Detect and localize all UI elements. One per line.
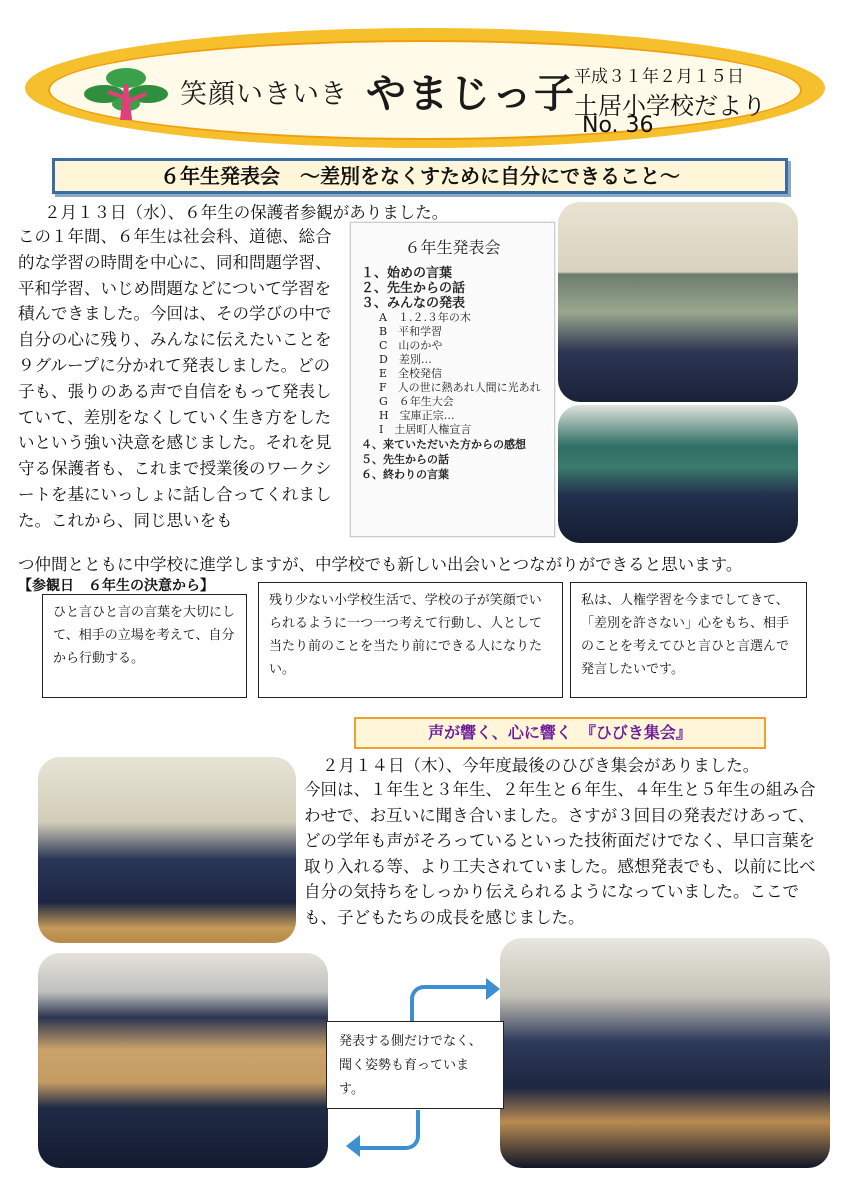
caption-note: 発表する側だけでなく、聞く姿勢も育っています。 [326, 1021, 504, 1109]
newsletter-title: やまじっ子 [366, 71, 576, 117]
resolution-card: 私は、人権学習を今までしてきて、「差別を許さない」心をもち、相手のことを考えてひと言ひと言選んで発言したいです。 [570, 582, 807, 698]
issue-number: No. 36 [582, 113, 654, 138]
section-lead-text: ２月１３日（水）、６年生の保護者参観がありました。 [44, 203, 449, 222]
poster-item: ３、みんなの発表 [361, 296, 466, 311]
issue-date: 平成３１年２月１５日 [574, 67, 744, 87]
poster-group: B 平和学習 [379, 325, 443, 338]
classroom-presentation-photo [558, 202, 798, 402]
poster-title: ６年生発表会 [404, 238, 501, 257]
poster-group: I 土居町人権宣言 [379, 423, 472, 436]
poster-group: E 全校発信 [379, 367, 443, 380]
section-lead-text: ２月１４日（木）、今年度最後のひびき集会がありました。 [322, 756, 760, 775]
poster-group: F 人の世に熱あれ人間に光あれ [379, 381, 541, 394]
poster-group: G ６年生大会 [379, 395, 454, 408]
section-body-text: この１年間、６年生は社会科、道徳、総合的な学習の時間を中心に、同和問題学習、平和学習、いじめ問題などについて学習を積んできました。今回は、その学びの中で自分の心に残り、みんなに伝えたいことを９グループに分かれて発表しました。どの子も、張りのある声で自信をもって発表していて、差別をなくしていく生き方をしたいという強い決意を感じました。それを見守る保護者も、これまで授業後のワークシートを基にいっしょに話し合ってくれました。これから、同じ思いをも [18, 227, 332, 530]
poster-group: C 山のかや [379, 339, 443, 352]
section-body-text: 今回は、１年生と３年生、２年生と６年生、４年生と５年生の組み合わせで、お互いに聞き合いました。さすが３回目の発表だけあって、どの学年も声がそろっているといった技術面だけでなく、早口言葉を取り入れる等、より工夫されていました。感想発表でも、以前に比べ自分の気持ちをしっかり伝えられるようになっていました。ここでも、子どもたちの成長を感じました。 [304, 780, 816, 927]
resolutions-label: 【参観日 ６年生の決意から】 [18, 578, 214, 594]
arrowhead-left-icon [346, 1135, 360, 1157]
poster-item: ６、終わりの言葉 [361, 468, 449, 481]
poster-group: A １.２.３年の木 [379, 311, 471, 324]
newsletter-title-prefix: 笑顔いきいき [180, 79, 348, 110]
resolution-card: 残り少ない小学校生活で、学校の子が笑顔でいられるように一つ一つ考えて行動し、人として当たり前のことを当たり前にできる人になりたい。 [258, 582, 563, 698]
poster-item: １、始めの言葉 [361, 266, 453, 281]
assembly-hall-photo [38, 953, 328, 1168]
arrow-left-icon [360, 1110, 420, 1150]
student-speaking-photo [558, 405, 798, 543]
poster-item: ５、先生からの話 [361, 453, 449, 466]
school-newsletter-name: 土居小学校だより [574, 92, 766, 120]
student-standing-photo [38, 757, 296, 943]
arrowhead-right-icon [486, 978, 500, 1000]
pine-tree-icon [80, 58, 172, 124]
resolution-card: ひと言ひと言の言葉を大切にして、相手の立場を考えて、自分から行動する。 [42, 594, 247, 698]
section-title-hibiki: 声が響く、心に響く 『ひびき集会』 [354, 717, 766, 749]
program-poster-photo [350, 222, 555, 537]
seated-audience-photo [500, 938, 830, 1168]
poster-group: D 差別… [379, 353, 432, 366]
poster-item: ４、来ていただいた方からの感想 [361, 438, 526, 451]
section-title-presentation: ６年生発表会 ～差別をなくすために自分にできること～ [52, 158, 788, 194]
poster-item: ２、先生からの話 [361, 281, 466, 296]
section-body-tail: つ仲間とともに中学校に進学しますが、中学校でも新しい出会いとつながりができると思います。 [18, 555, 743, 574]
arrow-right-icon [410, 985, 490, 1023]
poster-group: H 宝庫正宗… [379, 409, 455, 422]
